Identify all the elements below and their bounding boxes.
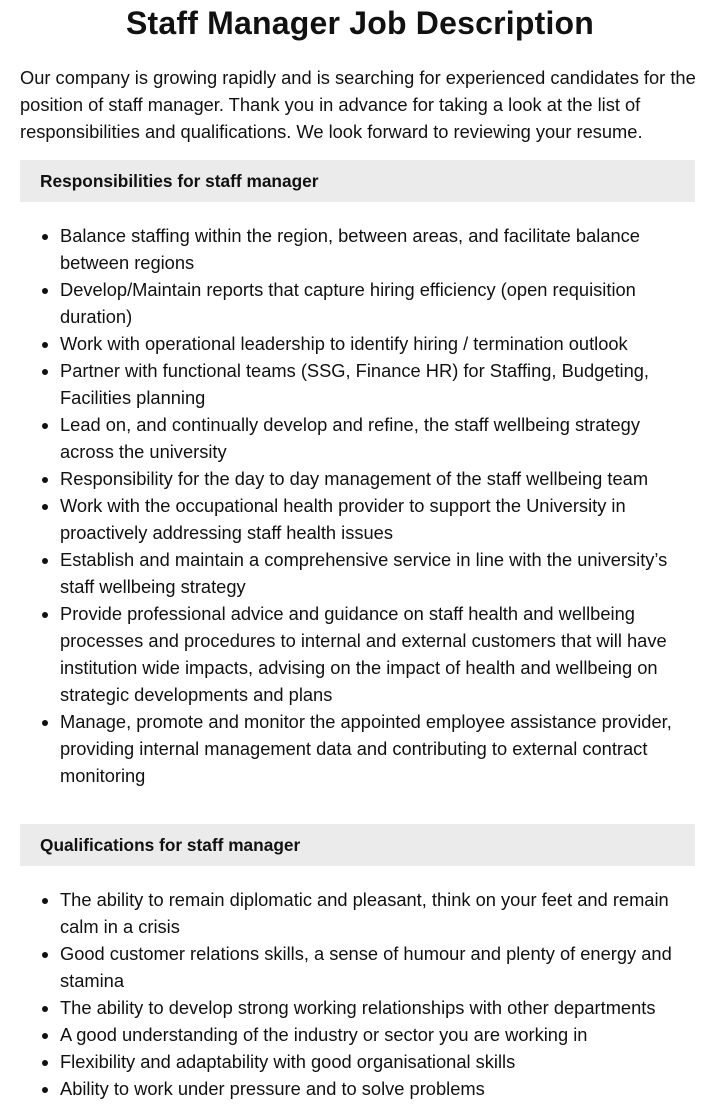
list-item: • Partner with functional teams (SSG, Finance HR) for Staffing, Budgeting, Facilities planning xyxy=(60,357,695,411)
responsibilities-heading: Responsibilities for staff manager xyxy=(20,160,695,202)
list-item: • Develop/Maintain reports that capture hiring efficiency (open requisition duration) xyxy=(60,276,695,330)
list-item: • Manage, promote and monitor the appointed employee assistance provider, providing internal management data and contributing to external contract monitoring xyxy=(60,708,695,789)
qualifications-heading: Qualifications for staff manager xyxy=(20,824,695,866)
list-item: • Work with operational leadership to identify hiring / termination outlook xyxy=(60,330,695,357)
list-item: • Balance staffing within the region, between areas, and facilitate balance between regions xyxy=(60,222,695,276)
intro-paragraph: Our company is growing rapidly and is searching for experienced candidates for the position of staff manager. Thank you in advance for taking a look at the list of responsibilities and qualifications. We look forward to reviewing your resume. xyxy=(20,67,696,142)
page-title: Staff Manager Job Description xyxy=(125,5,595,41)
list-item: • The ability to develop strong working relationships with other departments xyxy=(60,994,695,1021)
list-item: • Flexibility and adaptability with good organisational skills xyxy=(60,1048,695,1075)
list-item: • A good understanding of the industry or sector you are working in xyxy=(60,1021,695,1048)
list-item: • Provide professional advice and guidance on staff health and wellbeing processes and procedures to internal and external customers that will have institution wide impacts, advising on the impact of health and wellbeing on strategic developments and plans xyxy=(60,600,695,708)
list-item: • Work with the occupational health provider to support the University in proactively addressing staff health issues xyxy=(60,492,695,546)
list-item: • Good customer relations skills, a sense of humour and plenty of energy and stamina xyxy=(60,940,695,994)
qualifications-list xyxy=(20,886,695,1102)
list-item: • Establish and maintain a comprehensive service in line with the university’s staff wellbeing strategy xyxy=(60,546,695,600)
list-item: • The ability to remain diplomatic and pleasant, think on your feet and remain calm in a crisis xyxy=(60,886,695,940)
responsibilities-list xyxy=(20,222,695,789)
list-item: • Ability to work under pressure and to solve problems xyxy=(60,1075,695,1102)
list-item: • Lead on, and continually develop and refine, the staff wellbeing strategy across the university xyxy=(60,411,695,465)
list-item: • Responsibility for the day to day management of the staff wellbeing team xyxy=(60,465,695,492)
